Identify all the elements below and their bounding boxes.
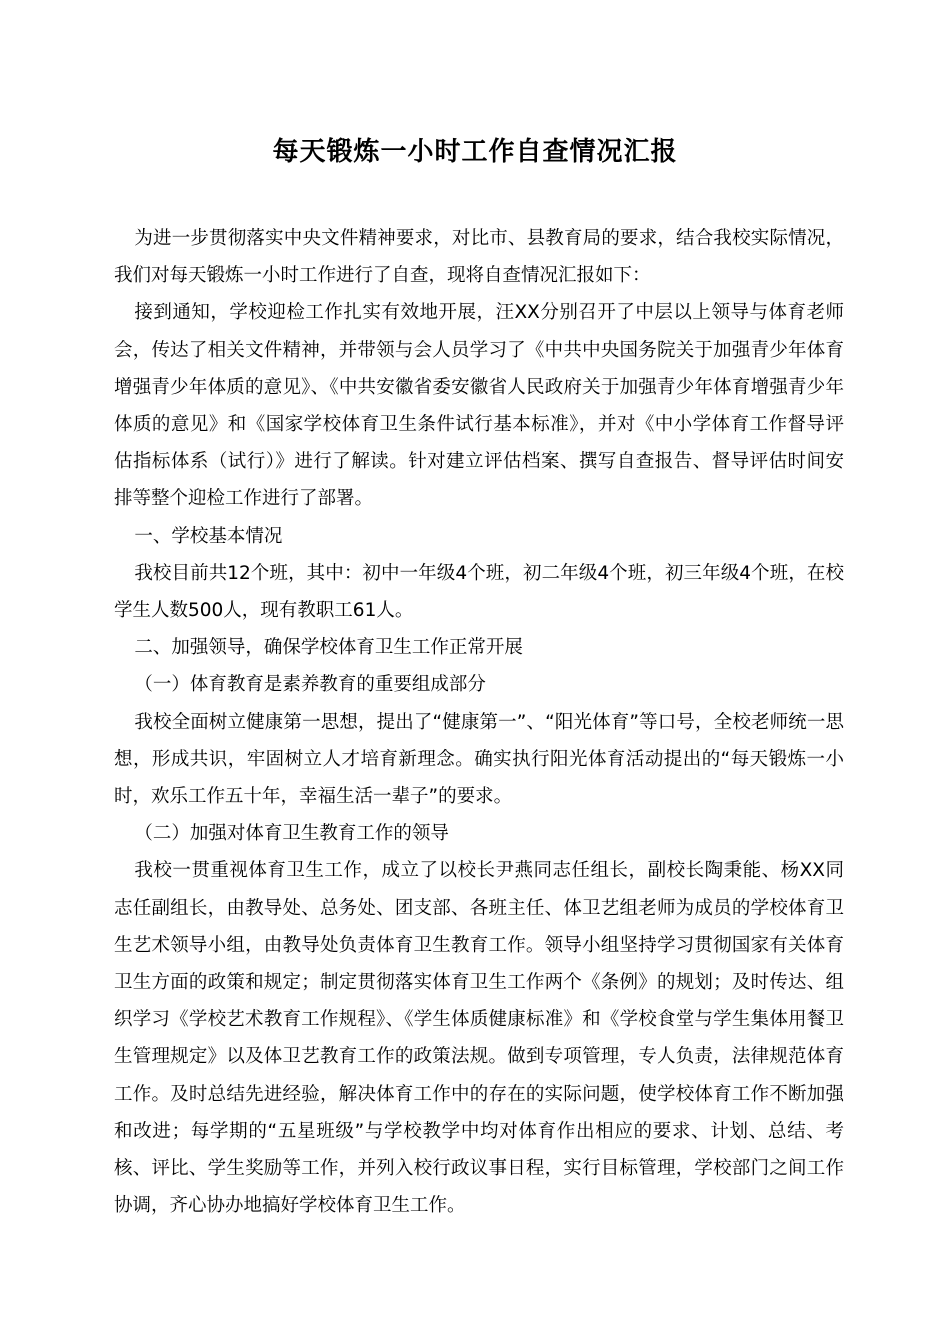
paragraph-basic-info: 我校目前共12个班，其中：初中一年级4个班，初二年级4个班，初三年级4个班，在校学生人数500人，现有教职工61人。 <box>114 562 844 622</box>
paragraph-health-first: 我校全面树立健康第一思想，提出了“健康第一”、“阳光体育”等口号，全校老师统一思想，形成共识，牢固树立人才培育新理念。确实执行阳光体育活动提出的“每天锻炼一小时，欢乐工作五十年，幸福生活一辈子”的要求。 <box>114 711 844 808</box>
paragraph-intro: 为进一步贯彻落实中央文件精神要求，对比市、县教育局的要求，结合我校实际情况，我们对每天锻炼一小时工作进行了自查，现将自查情况汇报如下： <box>114 228 844 287</box>
document-body <box>114 220 844 1224</box>
section-heading-basic-info: 一、学校基本情况 <box>134 525 283 547</box>
paragraph-notice: 接到通知，学校迎检工作扎实有效地开展，汪XX分别召开了中层以上领导与体育老师会，传达了相关文件精神，并带领与会人员学习了《中共中央国务院关于加强青少年体育增强青少年体质的意见》、《中共安徽省委安徽省人民政府关于加强青少年体育增强青少年体质的意见》和《国家学校体育卫生条件试行基本标准》，并对《中小学体育工作督导评估指标体系（试行）》进行了解读。针对建立评估档案、撰写自查报告、督导评估时间安排等整个迎检工作进行了部署。 <box>114 302 844 510</box>
document-title: 每天锻炼一小时工作自查情况汇报 <box>272 137 678 167</box>
paragraph-leadership-group: 我校一贯重视体育卫生工作，成立了以校长尹燕同志任组长，副校长陶秉能、杨XX同志任副组长，由教导处、总务处、团支部、各班主任、体卫艺组老师为成员的学校体育卫生艺术领导小组，由教导处负责体育卫生教育工作。领导小组坚持学习贯彻国家有关体育卫生方面的政策和规定；制定贯彻落实体育卫生工作两个《条例》的规划；及时传达、组织学习《学校艺术教育工作规程》、《学生体质健康标准》和《学校食堂与学生集体用餐卫生管理规定》以及体卫艺教育工作的政策法规。做到专项管理，专人负责，法律规范体育工作。及时总结先进经验，解决体育工作中的存在的实际问题，使学校体育工作不断加强和改进；每学期的“五星班级”与学校教学中均对体育作出相应的要求、计划、总结、考核、评比、学生奖励等工作，并列入校行政议事日程，实行目标管理，学校部门之间工作协调，齐心协办地搞好学校体育卫生工作。 <box>114 860 844 1217</box>
subsection-heading-2: （二）加强对体育卫生教育工作的领导 <box>134 823 449 845</box>
subsection-heading-1: （一）体育教育是素养教育的重要组成部分 <box>134 674 486 696</box>
section-heading-leadership: 二、加强领导，确保学校体育卫生工作正常开展 <box>134 637 523 659</box>
